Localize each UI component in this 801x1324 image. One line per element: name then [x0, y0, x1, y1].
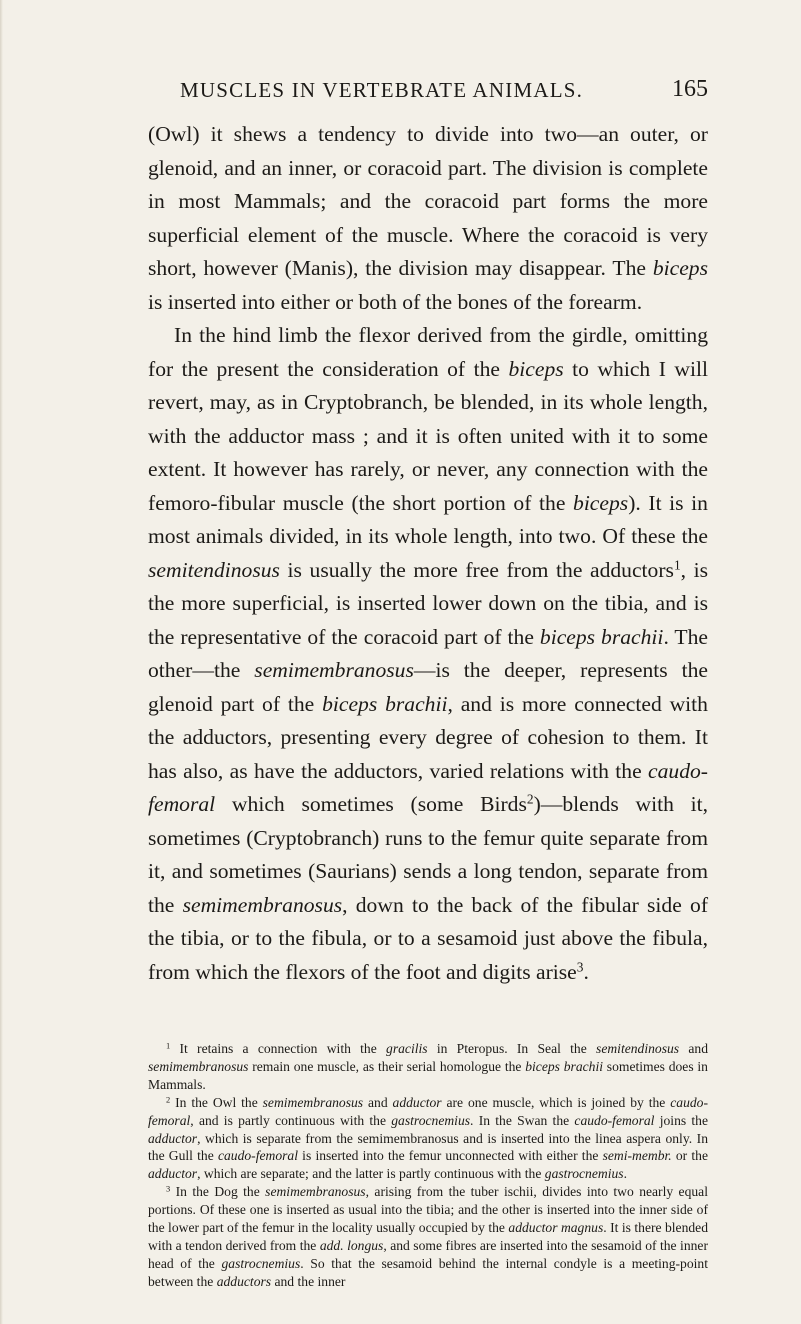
- text-run: remain one muscle, as their serial homologue the: [248, 1058, 526, 1074]
- footnote-marker: 1: [673, 557, 681, 573]
- italic-term: biceps brachii: [322, 691, 448, 716]
- italic-term: caudo-femoral: [217, 1148, 298, 1164]
- italic-term: adductor: [148, 1166, 198, 1182]
- footnote-marker: 3: [166, 1183, 171, 1194]
- text-run: .: [623, 1166, 627, 1182]
- text-run: , which is separate from the semimembranosus and is inserted into the linea aspera only. In the Gull the: [148, 1130, 708, 1164]
- footnotes: [148, 1040, 708, 1291]
- text-run: In the Owl the: [170, 1094, 263, 1110]
- italic-term: adductor: [148, 1130, 198, 1146]
- text-run: and: [679, 1041, 708, 1056]
- footnote-marker: 2: [166, 1094, 171, 1105]
- italic-term: adductor magnus: [508, 1220, 604, 1236]
- text-run: in Pteropus. In Seal the: [427, 1041, 597, 1056]
- footnote-2: [148, 1094, 708, 1184]
- page-header: [148, 78, 708, 108]
- italic-term: biceps: [573, 490, 629, 515]
- italic-term: adductor: [392, 1094, 442, 1110]
- italic-term: gastrocnemius: [391, 1112, 471, 1128]
- italic-term: semimembranosus: [265, 1184, 366, 1200]
- italic-term: biceps brachii: [525, 1058, 603, 1074]
- italic-term: caudo-femoral: [574, 1112, 655, 1128]
- italic-term: semimembranosus: [254, 658, 414, 682]
- text-run: .: [583, 959, 589, 984]
- text-run: , down to the back of the fibular side of the tibia, or to the fibula, or to a sesamoid just above the fibula, from which the flexors of the foot and digits arise: [148, 892, 709, 984]
- italic-term: semi-membr.: [602, 1148, 672, 1164]
- italic-term: caudo-femoral: [148, 1094, 708, 1128]
- italic-term: biceps: [652, 256, 708, 280]
- italic-term: semitendinosus: [148, 557, 280, 582]
- italic-term: semimembranosus: [148, 1058, 249, 1074]
- footnote-marker: 3: [576, 959, 584, 975]
- page-gutter-shadow: [0, 0, 3, 1324]
- text-run: —is the deeper, represents the glenoid part of the: [148, 658, 708, 716]
- text-run: . The other—the: [148, 624, 708, 682]
- footnote-1: [148, 1040, 708, 1094]
- italic-term: gracilis: [386, 1041, 428, 1056]
- text-run: sometimes does in Mammals.: [148, 1058, 708, 1092]
- text-run: to which I will revert, may, as in Cryptobranch, be blended, in its whole length, with the adductor mass ; and it is often united with it to some extent. It however has rarely, or never, any connection with the femoro-fibular muscle (the short portion of the: [148, 356, 708, 515]
- text-run: or the: [671, 1148, 708, 1164]
- text-run: is inserted into either or both of the bones of the forearm.: [148, 289, 643, 314]
- italic-term: gastrocnemius: [544, 1166, 624, 1182]
- text-run: , arising from the tuber ischii, divides into two nearly equal portions. Of these one is inserted as usual into the tibia; and the other is inserted into the inner side of the lower part of the femur in the locality usually occupied by the: [148, 1184, 708, 1236]
- text-run: , and is more connected with the adductors, presenting every degree of cohesion to them. It has also, as have the adductors, varied relations with the: [148, 691, 708, 783]
- italic-term: adductors: [216, 1273, 272, 1289]
- italic-term: semimembranosus: [262, 1094, 364, 1110]
- text-run: are one muscle, which is joined by the: [441, 1094, 671, 1110]
- paragraph-1: [148, 118, 708, 319]
- text-run: , and some fibres are inserted into the sesamoid of the inner head of the: [148, 1237, 708, 1271]
- text-run: . It is there blended with a tendon derived from the: [148, 1220, 709, 1253]
- text-run: and: [363, 1094, 393, 1110]
- text-run: which sometimes (some Birds: [215, 792, 527, 816]
- text-run: )—blends with it, sometimes (Cryptobranch) runs to the femur quite separate from it, and sometimes (Saurians) sends a long tendon, separate from the: [148, 792, 709, 917]
- paragraph-2: [148, 319, 708, 989]
- main-text: [148, 118, 708, 989]
- text-run: , and is partly continuous with the: [190, 1112, 392, 1128]
- page-number: 165: [672, 76, 708, 102]
- italic-term: add. longus: [319, 1237, 384, 1253]
- text-run: In the Dog the: [170, 1184, 266, 1200]
- footnote-marker: 2: [526, 791, 534, 807]
- text-run: (Owl) it shews a tendency to divide into two—an outer, or glenoid, and an inner, or coracoid part. The division is complete in most Mammals; and the coracoid part forms the more superficial element of the muscle. Where the coracoid is very short, however (Manis), the division may disappear. The: [148, 122, 708, 280]
- italic-term: gastrocnemius: [221, 1255, 301, 1271]
- text-run: . In the Swan the: [470, 1112, 575, 1128]
- italic-term: caudo-femoral: [148, 758, 708, 816]
- text-run: , which are separate; and the latter is partly continuous with the: [197, 1166, 545, 1182]
- italic-term: semitendinosus: [596, 1041, 680, 1056]
- footnote-3: [148, 1183, 708, 1290]
- text-run: and the inner: [271, 1273, 346, 1289]
- italic-term: biceps: [508, 356, 564, 381]
- text-run: is usually the more free from the adductors: [279, 557, 674, 582]
- text-run: joins the: [654, 1112, 709, 1128]
- text-run: . So that the sesamoid behind the internal condyle is a meeting-point between the: [148, 1255, 708, 1289]
- text-run: It retains a connection with the: [170, 1041, 387, 1056]
- text-run: In the hind limb the flexor derived from the girdle, omitting for the present the consideration of the: [148, 323, 708, 381]
- text-run: ). It is in most animals divided, in its whole length, into two. Of these the: [148, 490, 708, 548]
- text-run: is inserted into the femur unconnected with either the: [298, 1148, 603, 1164]
- footnote-marker: 1: [166, 1040, 171, 1051]
- italic-term: biceps brachii: [539, 624, 664, 649]
- italic-term: semimembranosus: [182, 892, 343, 917]
- running-head: MUSCLES IN VERTEBRATE ANIMALS.: [180, 78, 584, 102]
- text-run: , is the more superficial, is inserted lower down on the tibia, and is the representative of the coracoid part of the: [148, 557, 708, 649]
